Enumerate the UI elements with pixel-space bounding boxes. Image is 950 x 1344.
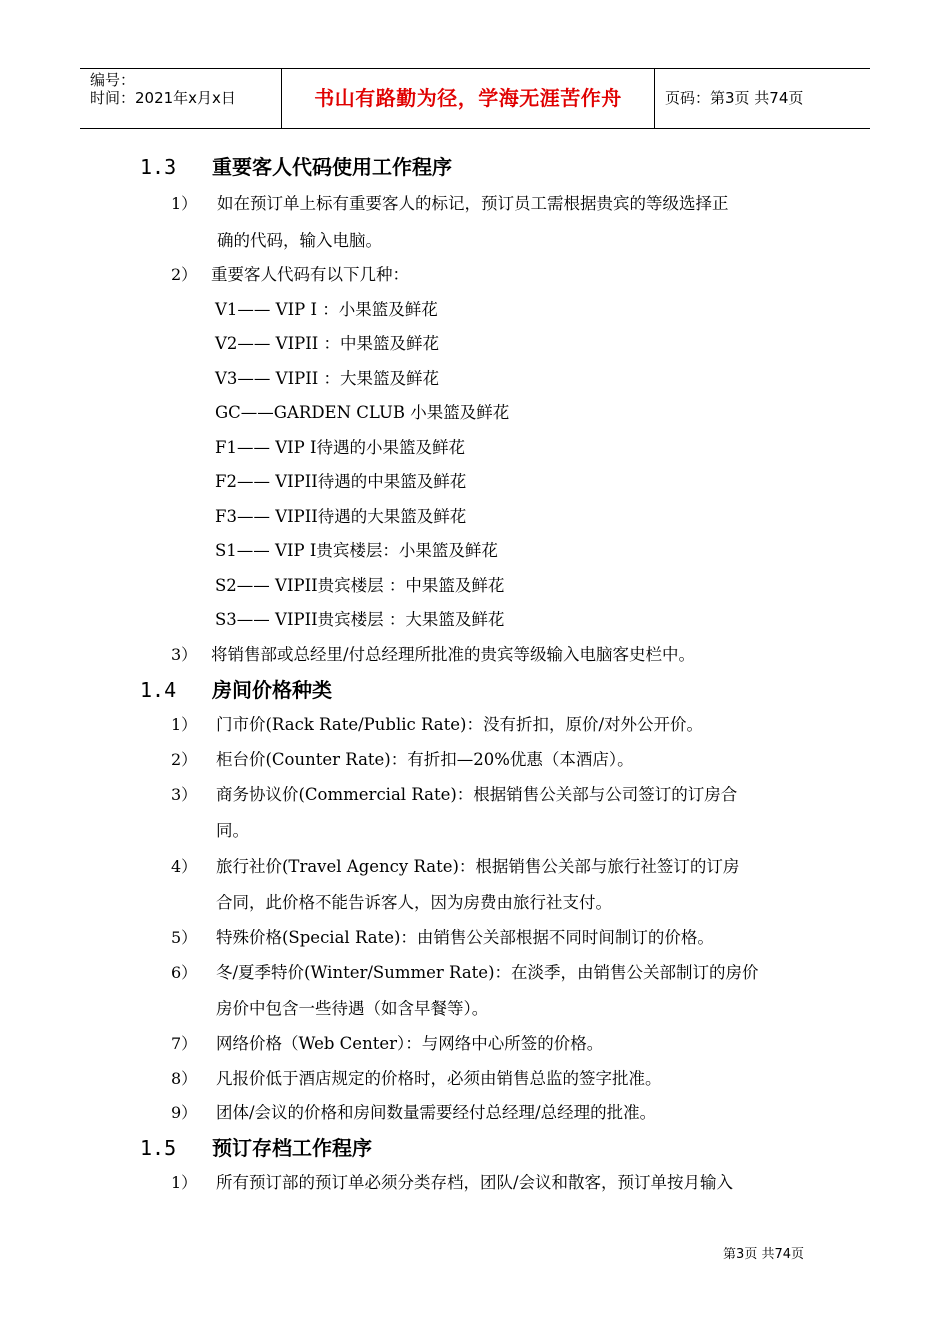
item-number: 3） — [171, 785, 198, 804]
vip-code-line: GC——GARDEN CLUB 小果篮及鲜花 — [215, 403, 510, 422]
vip-code-line: F3—— VIPII待遇的大果篮及鲜花 — [215, 507, 467, 526]
item-number: 7） — [171, 1034, 198, 1053]
section-heading-1-3 — [140, 155, 452, 179]
vip-code-line: S3—— VIPII贵宾楼层 ：大果篮及鲜花 — [215, 610, 505, 629]
header-page-number: 页码：第3页 共74页 — [665, 89, 804, 107]
item-text: 网络价格（Web Center）：与网络中心所签的价格。 — [216, 1034, 604, 1053]
item-text: 柜台价(Counter Rate)：有折扣—20%优惠（本酒店）。 — [216, 750, 634, 769]
vip-code-line: V2—— VIPII ：中果篮及鲜花 — [215, 334, 439, 353]
item-number: 1） — [171, 1173, 198, 1192]
section-title: 预订存档工作程序 — [212, 1136, 372, 1160]
item-number: 2） — [171, 750, 198, 769]
item-number: 8） — [171, 1069, 198, 1088]
page-header — [80, 68, 870, 129]
section-heading-1-4 — [140, 678, 332, 702]
item-number: 2） — [171, 265, 198, 284]
item-number: 1） — [171, 194, 198, 213]
section-heading-1-5 — [140, 1136, 372, 1160]
item-text: 商务协议价(Commercial Rate)：根据销售公关部与公司签订的订房合 — [216, 785, 738, 804]
item-text: 合同，此价格不能告诉客人，因为房费由旅行社支付。 — [216, 893, 612, 912]
vip-code-line: S1—— VIP I贵宾楼层：小果篮及鲜花 — [215, 541, 498, 560]
item-text: 团体/会议的价格和房间数量需要经付总经理/总经理的批准。 — [216, 1103, 657, 1122]
header-motto: 书山有路勤为径，学海无涯苦作舟 — [282, 69, 655, 128]
item-text: 同。 — [216, 821, 249, 840]
item-text: 旅行社价(Travel Agency Rate)：根据销售公关部与旅行社签订的订房 — [216, 857, 740, 876]
vip-code-line: F1—— VIP I待遇的小果篮及鲜花 — [215, 438, 465, 457]
item-text: 凡报价低于酒店规定的价格时，必须由销售总监的签字批准。 — [216, 1069, 662, 1088]
item-number: 9） — [171, 1103, 198, 1122]
vip-code-line: S2—— VIPII贵宾楼层 ：中果篮及鲜花 — [215, 576, 505, 595]
item-number: 4） — [171, 857, 198, 876]
item-text: 重要客人代码有以下几种： — [211, 265, 409, 284]
item-text: 房价中包含一些待遇（如含早餐等）。 — [216, 999, 489, 1018]
section-number: 1.4 — [140, 678, 177, 702]
section-title: 房间价格种类 — [212, 678, 332, 702]
item-number: 1） — [171, 715, 198, 734]
item-text: 确的代码，输入电脑。 — [217, 231, 382, 250]
item-text: 将销售部或总经里/付总经理所批准的贵宾等级输入电脑客史栏中。 — [211, 645, 696, 664]
vip-code-line: V3—— VIPII ：大果篮及鲜花 — [215, 369, 439, 388]
item-text: 门市价(Rack Rate/Public Rate)：没有折扣，原价/对外公开价。 — [216, 715, 704, 734]
section-number: 1.3 — [140, 155, 177, 179]
item-number: 5） — [171, 928, 198, 947]
header-number: 编号： — [90, 71, 136, 89]
item-number: 6） — [171, 963, 198, 982]
item-text: 冬/夏季特价(Winter/Summer Rate)：在淡季，由销售公关部制订的房价 — [216, 963, 759, 982]
item-number: 3） — [171, 645, 198, 664]
item-text: 所有预订部的预订单必须分类存档，团队/会议和散客，预订单按月输入 — [216, 1173, 734, 1192]
header-meta — [80, 69, 282, 128]
page-footer: 第3页 共74页 — [723, 1247, 804, 1262]
section-number: 1.5 — [140, 1136, 177, 1160]
header-date: 时间：2021年x月x日 — [90, 89, 236, 107]
item-text: 特殊价格(Special Rate)：由销售公关部根据不同时间制订的价格。 — [216, 928, 714, 947]
item-text: 如在预订单上标有重要客人的标记，预订员工需根据贵宾的等级选择正 — [217, 194, 729, 213]
section-title: 重要客人代码使用工作程序 — [212, 155, 452, 179]
vip-code-line: V1—— VIP I ：小果篮及鲜花 — [215, 300, 438, 319]
vip-code-line: F2—— VIPII待遇的中果篮及鲜花 — [215, 472, 467, 491]
